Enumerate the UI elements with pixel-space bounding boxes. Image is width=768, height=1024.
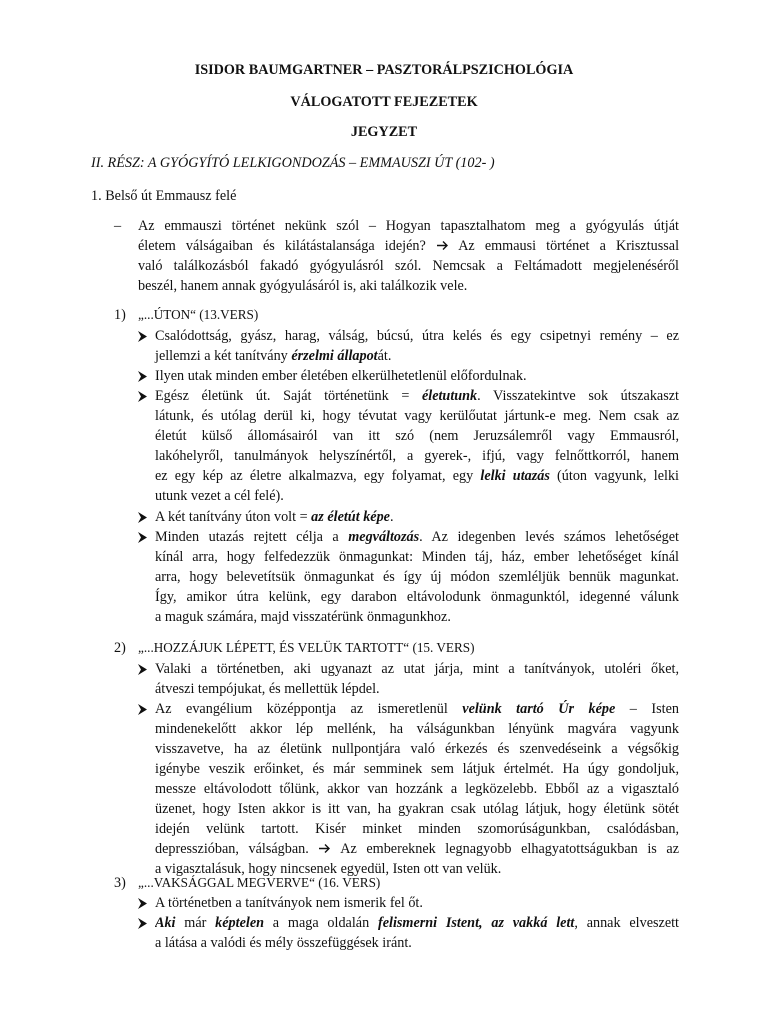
bullet-text: Egész életünk út. Saját történetünk = életutunk. Visszatekintve sok útszakaszt látunk, és utólag derül ki, hogy tévutat vagy kerülőutat jártunk-e meg. Nem csak az életút külső állomásairól van itt szó (nem Jeruzsálemről vagy Emmausról, lakóhelyről, tanulmányok helyszínértől, a gyerek-, ifjú, vagy felnőttkorról, hanem ez egy kép az életre alkalmazva, egy folyamat, egy lelki utazás (úton vagyunk, lelki utunk vezet a cél felé). bbox=[155, 388, 679, 504]
text-line: beszél, hanem annak gyógyulásáról is, aki találkozik vele. bbox=[138, 278, 468, 294]
text-line: Az emmauszi történet nekünk szól – Hogyan tapasztalhatom meg a gyógyulás útját bbox=[138, 218, 679, 234]
bullet-text: Aki már képtelen a maga oldalán felismerni Istent, az vakká lett, annak elveszett a látása a valódi és mély összefüggések iránt. bbox=[155, 915, 679, 951]
bullet-arrow-icon bbox=[137, 390, 148, 403]
arrow-right-icon bbox=[318, 843, 331, 854]
document-title: ISIDOR BAUMGARTNER – PASZTORÁLPSZICHOLÓGIA bbox=[194, 62, 574, 78]
document-subtitle: VÁLOGATOTT FEJEZETEK bbox=[290, 94, 478, 110]
section-title: 1. Belső út Emmausz felé bbox=[91, 188, 237, 204]
bullet-arrow-icon bbox=[137, 330, 148, 343]
bullet-text: Csalódottság, gyász, harag, válság, búcsú, útra kelés és egy csipetnyi remény – ez jellemzi a két tanítvány érzelmi állapotát. bbox=[155, 328, 679, 364]
part-title: II. RÉSZ: A GYÓGYÍTÓ LELKIGONDOZÁS – EMMAUSZI ÚT (102- ) bbox=[91, 155, 495, 171]
text-line: életem válságaiban és kilátástalansága idején? Az emmausi történet a Krisztussal bbox=[138, 238, 679, 254]
item-number: 1) bbox=[114, 307, 126, 323]
bullet-text: Ilyen utak minden ember életében elkerülhetetlenül előfordulnak. bbox=[155, 368, 527, 384]
bullet-arrow-icon bbox=[137, 897, 148, 910]
bullet-arrow-icon bbox=[137, 917, 148, 930]
item-heading: „...HOZZÁJUK LÉPETT, ÉS VELÜK TARTOTT“ (15. VERS) bbox=[138, 640, 475, 655]
bullet-arrow-icon bbox=[137, 663, 148, 676]
bullet-arrow-icon bbox=[137, 511, 148, 524]
bullet-text: A történetben a tanítványok nem ismerik fel őt. bbox=[155, 895, 423, 911]
bullet-text: A két tanítvány úton volt = az életút képe. bbox=[155, 509, 394, 525]
intro-dash: – bbox=[114, 218, 122, 234]
arrow-right-icon bbox=[436, 240, 449, 251]
document-label: JEGYZET bbox=[350, 124, 418, 140]
bullet-arrow-icon bbox=[137, 531, 148, 544]
bullet-text: Minden utazás rejtett célja a megváltozás. Az idegenben levés számos lehetőséget kínál arra, hogy felfedezzük önmagunkat: Minden táj, ház, ember lehetőséget kínál arra, hogy belevetítsük önmagunkat és így új módon szemléljük bennük magunkat. Így, amikor útra kelünk, egy darabon eltávolodunk önmagunktól, idegenné válunk a maguk számára, majd visszatérünk önmagunkhoz. bbox=[155, 529, 679, 625]
text-line: való találkozásból fakadó gyógyulásról szól. Nemcsak a Feltámadott megjelenéséről bbox=[138, 258, 679, 274]
intro-paragraph bbox=[138, 216, 679, 296]
item-heading: „...VAKSÁGGAL MEGVERVE“ (16. VERS) bbox=[138, 875, 381, 890]
bullet-arrow-icon bbox=[137, 703, 148, 716]
item-number: 3) bbox=[114, 875, 126, 891]
item-heading: „...ÚTON“ (13.VERS) bbox=[138, 307, 259, 322]
bullet-arrow-icon bbox=[137, 370, 148, 383]
item-number: 2) bbox=[114, 640, 126, 656]
bullet-text: Valaki a történetben, aki ugyanazt az utat járja, mint a tanítványok, utoléri őket, átveszi tempójukat, és mellettük lépdel. bbox=[155, 661, 679, 697]
bullet-text: Az evangélium középpontja az ismeretlenül velünk tartó Úr képe – Isten mindenekelőtt akkor lép mellénk, ha válságunkban lényünk magvára vagyunk visszavetve, ha az életünk nullpontjára való érkezés és szenvedéseink a végsőkig igénybe veszik erőinket, és már semminek sem látjuk értelmét. Ha úgy gondoljuk, messze eltávolodott tőlünk, akkor van hozzánk a legközelebb. Ebből az a vigasztaló üzenet, hogy Isten akkor is itt van, ha gyakran csak utólag látjuk, hogy életünk sötét idején velünk tartott. Kisér minket minden szomorúságunkban, csalódásban, depresszióban, válságban. Az embereknek legnagyobb elhagyatottságukban is az a vigasztalásuk, hogy nincsenek egyedül, Isten ott van velük. bbox=[155, 701, 679, 877]
